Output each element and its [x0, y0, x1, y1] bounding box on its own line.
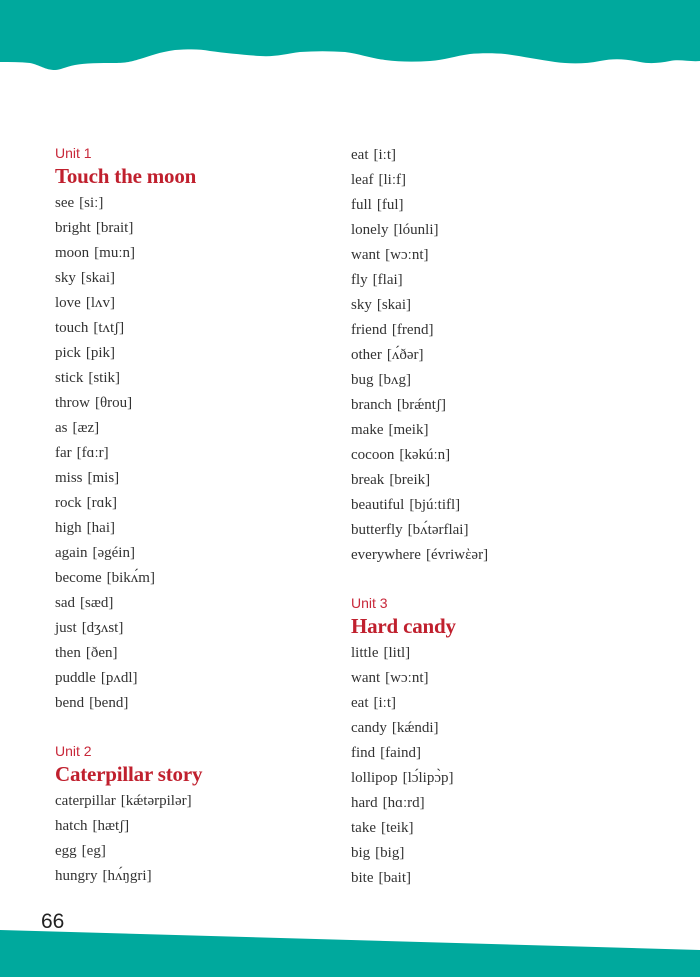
word-entry: eat [iːt] [351, 695, 396, 711]
word-entry: sky [skai] [55, 270, 115, 286]
word-entry: break [breik] [351, 472, 431, 488]
section-gap [55, 716, 202, 741]
word-entry: bug [bʌg] [351, 372, 411, 388]
word-entry: throw [θrou] [55, 395, 133, 411]
word-entry: find [faind] [351, 745, 421, 761]
page-number: 66 [41, 910, 65, 933]
unit-3-label: Unit 3 [351, 595, 388, 611]
word-entry: become [bikʌ́m] [55, 570, 155, 586]
word-entry: sad [sæd] [55, 595, 114, 611]
top-wave-band [0, 0, 700, 100]
left-column [55, 143, 202, 889]
unit-1-label: Unit 1 [55, 145, 92, 161]
word-entry: egg [eg] [55, 843, 106, 859]
word-entry: want [wɔːnt] [351, 670, 429, 686]
word-entry: lollipop [lɔ́lipɔ̀p] [351, 770, 454, 786]
word-entry: fly [flai] [351, 272, 403, 288]
word-entry: everywhere [évriwὲər] [351, 547, 489, 563]
word-entry: make [meik] [351, 422, 429, 438]
unit-3-title: Hard candy [351, 614, 456, 638]
word-entry: far [fɑːr] [55, 445, 109, 461]
word-entry: little [litl] [351, 645, 411, 661]
word-entry: beautiful [bjúːtifl] [351, 497, 461, 513]
word-entry: moon [muːn] [55, 245, 135, 261]
word-entry: hard [hɑːrd] [351, 795, 425, 811]
word-entry: miss [mis] [55, 470, 120, 486]
word-entry: friend [frend] [351, 322, 434, 338]
unit-2-title: Caterpillar story [55, 762, 203, 786]
section-gap [351, 568, 488, 593]
word-entry: butterfly [bʌ́tərflai] [351, 522, 469, 538]
unit-2-label: Unit 2 [55, 743, 92, 759]
bottom-slant-band [0, 920, 700, 977]
word-entry: puddle [pʌdl] [55, 670, 138, 686]
word-entry: bend [bend] [55, 695, 129, 711]
word-entry: other [ʌ́ðər] [351, 347, 424, 363]
word-entry: lonely [lóunli] [351, 222, 439, 238]
word-entry: rock [rɑk] [55, 495, 117, 511]
word-entry: love [lʌv] [55, 295, 115, 311]
word-entry: high [hai] [55, 520, 115, 536]
word-entry: pick [pik] [55, 345, 115, 361]
word-entry: stick [stik] [55, 370, 121, 386]
word-entry: sky [skai] [351, 297, 411, 313]
word-entry: bite [bait] [351, 870, 411, 886]
word-entry: full [ful] [351, 197, 404, 213]
word-entry: leaf [liːf] [351, 172, 406, 188]
word-entry: hungry [hʌ́ŋgri] [55, 868, 152, 884]
word-entry: just [dʒʌst] [55, 620, 124, 636]
word-entry: branch [brǽntʃ] [351, 397, 446, 413]
word-entry: take [teik] [351, 820, 414, 836]
word-entry: bright [brait] [55, 220, 134, 236]
unit-1-title: Touch the moon [55, 164, 197, 188]
word-entry: then [ðen] [55, 645, 118, 661]
word-entry: as [æz] [55, 420, 100, 436]
word-entry: see [siː] [55, 195, 104, 211]
word-entry: candy [kǽndi] [351, 720, 439, 736]
word-entry: eat [iːt] [351, 147, 396, 163]
word-entry: again [əgéin] [55, 545, 135, 561]
right-column [351, 143, 488, 891]
word-entry: hatch [hætʃ] [55, 818, 130, 834]
word-entry: want [wɔːnt] [351, 247, 429, 263]
word-entry: touch [tʌtʃ] [55, 320, 125, 336]
word-entry: big [big] [351, 845, 405, 861]
word-entry: caterpillar [kǽtərpilər] [55, 793, 192, 809]
word-entry: cocoon [kəkúːn] [351, 447, 451, 463]
